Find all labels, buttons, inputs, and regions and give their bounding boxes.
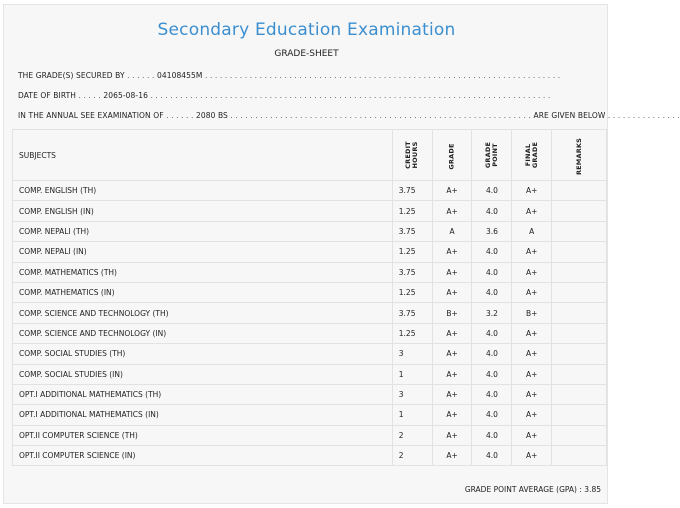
exam-suffix: ARE GIVEN BELOW xyxy=(533,111,606,120)
gpa-label: GRADE POINT AVERAGE (GPA) : xyxy=(464,485,582,494)
table-row xyxy=(13,405,607,425)
credit-hours-cell: 1.25 xyxy=(392,323,432,343)
subject-cell: COMP. ENGLISH (IN) xyxy=(13,201,393,221)
remarks-cell xyxy=(552,425,607,445)
grade-cell: A+ xyxy=(432,282,472,302)
info-secured-by: THE GRADE(S) SECURED BY . . . . . . 04108455M . . . . . . . . . . . . . . . . . . . . . . . . . . . . . . . . . . . . . . . . . . . . . . . . . . . . . . . . . . . . . . . . . . . . . . . . xyxy=(18,71,561,80)
col-grade xyxy=(432,130,472,181)
grade-point-cell: 3.6 xyxy=(472,221,512,241)
grade-label: GRADE xyxy=(447,142,456,170)
table-row xyxy=(13,262,607,282)
final-grade-cell: A+ xyxy=(512,242,552,262)
grade-cell: A+ xyxy=(432,344,472,364)
table-row xyxy=(13,242,607,262)
subject-cell: OPT.I ADDITIONAL MATHEMATICS (TH) xyxy=(13,384,393,404)
dob-label: DATE OF BIRTH xyxy=(18,91,77,100)
grade-point-cell: 3.2 xyxy=(472,303,512,323)
subject-cell: COMP. NEPALI (TH) xyxy=(13,221,393,241)
final-grade-cell: A+ xyxy=(512,446,552,466)
grade-point-cell: 4.0 xyxy=(472,344,512,364)
table-header-row xyxy=(13,130,607,181)
final-grade-cell: A+ xyxy=(512,405,552,425)
subject-cell: COMP. SOCIAL STUDIES (TH) xyxy=(13,344,393,364)
credit-hours-cell: 1.25 xyxy=(392,242,432,262)
credit-hours-cell: 1.25 xyxy=(392,201,432,221)
credit-hours-cell: 1 xyxy=(392,364,432,384)
subject-cell: COMP. SCIENCE AND TECHNOLOGY (IN) xyxy=(13,323,393,343)
exam-label: IN THE ANNUAL SEE EXAMINATION OF xyxy=(18,111,164,120)
final-grade-cell: A+ xyxy=(512,282,552,302)
credit-hours-cell: 1.25 xyxy=(392,282,432,302)
remarks-cell xyxy=(552,282,607,302)
grade-cell: A+ xyxy=(432,242,472,262)
grades-table xyxy=(12,129,607,466)
grade-point-cell: 4.0 xyxy=(472,201,512,221)
grade-cell: A+ xyxy=(432,262,472,282)
remarks-cell xyxy=(552,446,607,466)
final-grade-cell: A+ xyxy=(512,384,552,404)
grade-cell: A+ xyxy=(432,384,472,404)
final-grade-cell: A xyxy=(512,221,552,241)
grade-cell: B+ xyxy=(432,303,472,323)
secured-by-label: THE GRADE(S) SECURED BY xyxy=(18,71,125,80)
credit-hours-cell: 3.75 xyxy=(392,262,432,282)
grade-point-cell: 4.0 xyxy=(472,181,512,201)
subject-cell: OPT.II COMPUTER SCIENCE (IN) xyxy=(13,446,393,466)
grade-cell: A+ xyxy=(432,446,472,466)
remarks-cell xyxy=(552,303,607,323)
grade-cell: A+ xyxy=(432,201,472,221)
table-row xyxy=(13,201,607,221)
remarks-cell xyxy=(552,221,607,241)
table-row xyxy=(13,303,607,323)
subject-cell: COMP. MATHEMATICS (TH) xyxy=(13,262,393,282)
remarks-cell xyxy=(552,242,607,262)
grade-cell: A+ xyxy=(432,364,472,384)
credit-hours-cell: 1 xyxy=(392,405,432,425)
subject-cell: COMP. SCIENCE AND TECHNOLOGY (TH) xyxy=(13,303,393,323)
credit-hours-cell: 3.75 xyxy=(392,221,432,241)
grade-sheet xyxy=(3,4,680,504)
final-grade-cell: A+ xyxy=(512,262,552,282)
credit-hours-cell: 3 xyxy=(392,384,432,404)
table-row xyxy=(13,344,607,364)
final-grade-cell: B+ xyxy=(512,303,552,323)
grade-point-cell: 4.0 xyxy=(472,282,512,302)
grade-point-cell: 4.0 xyxy=(472,323,512,343)
table-row xyxy=(13,425,607,445)
credit-hours-cell: 3.75 xyxy=(392,181,432,201)
remarks-cell xyxy=(552,344,607,364)
final-grade-cell: A+ xyxy=(512,344,552,364)
grade-point-cell: 4.0 xyxy=(472,262,512,282)
final-grade-cell: A+ xyxy=(512,323,552,343)
final-grade-cell: A+ xyxy=(512,425,552,445)
table-row xyxy=(13,364,607,384)
col-grade-point xyxy=(472,130,512,181)
final-grade-cell: A+ xyxy=(512,201,552,221)
credit-hours-cell: 3 xyxy=(392,344,432,364)
table-row xyxy=(13,384,607,404)
grade-point-cell: 4.0 xyxy=(472,446,512,466)
col-final-grade xyxy=(512,130,552,181)
subject-cell: COMP. NEPALI (IN) xyxy=(13,242,393,262)
grade-sheet-heading: GRADE-SHEET xyxy=(274,49,339,59)
grade-cell: A+ xyxy=(432,181,472,201)
table-row xyxy=(13,446,607,466)
exam-year: 2080 BS xyxy=(195,111,228,120)
final-grade-label: FINAL GRADE xyxy=(523,141,539,169)
credit-hours-cell: 2 xyxy=(392,425,432,445)
grade-cell: A+ xyxy=(432,425,472,445)
page-title: Secondary Education Examination xyxy=(157,20,456,40)
info-examination: IN THE ANNUAL SEE EXAMINATION OF . . . . . . 2080 BS . . . . . . . . . . . . . . . . . . . . . . . . . . . . . . . . . . . . . . . . . . . . . . . . . . . . . . . . . . . . . ARE GIVEN BELOW . . . . . . . . . . . . . . . xyxy=(18,111,680,120)
remarks-cell xyxy=(552,262,607,282)
grade-cell: A+ xyxy=(432,323,472,343)
credit-hours-cell: 3.75 xyxy=(392,303,432,323)
subject-cell: OPT.I ADDITIONAL MATHEMATICS (IN) xyxy=(13,405,393,425)
grade-point-cell: 4.0 xyxy=(472,384,512,404)
grade-point-cell: 4.0 xyxy=(472,405,512,425)
remarks-label: REMARKS xyxy=(574,137,583,175)
table-row xyxy=(13,282,607,302)
grade-point-cell: 4.0 xyxy=(472,364,512,384)
grade-point-cell: 4.0 xyxy=(472,242,512,262)
remarks-cell xyxy=(552,323,607,343)
final-grade-cell: A+ xyxy=(512,364,552,384)
symbol-number: 04108455M xyxy=(156,71,203,80)
final-grade-cell: A+ xyxy=(512,181,552,201)
credit-hours-cell: 2 xyxy=(392,446,432,466)
subject-cell: COMP. ENGLISH (TH) xyxy=(13,181,393,201)
col-subjects: SUBJECTS xyxy=(13,130,393,181)
subject-cell: OPT.II COMPUTER SCIENCE (TH) xyxy=(13,425,393,445)
table-row xyxy=(13,221,607,241)
remarks-cell xyxy=(552,405,607,425)
col-remarks xyxy=(552,130,607,181)
grade-point-label: GRADE POINT xyxy=(483,141,499,169)
grade-cell: A xyxy=(432,221,472,241)
gpa-summary xyxy=(465,485,601,494)
remarks-cell xyxy=(552,384,607,404)
subject-cell: COMP. MATHEMATICS (IN) xyxy=(13,282,393,302)
table-row xyxy=(13,323,607,343)
remarks-cell xyxy=(552,201,607,221)
remarks-cell xyxy=(552,364,607,384)
remarks-cell xyxy=(552,181,607,201)
grade-cell: A+ xyxy=(432,405,472,425)
subject-cell: COMP. SOCIAL STUDIES (IN) xyxy=(13,364,393,384)
info-date-of-birth: DATE OF BIRTH . . . . . 2065-08-16 . . . . . . . . . . . . . . . . . . . . . . . . . . . . . . . . . . . . . . . . . . . . . . . . . . . . . . . . . . . . . . . . . . . . . . . . . . . . . . . . . xyxy=(18,91,551,100)
gpa-value: 3.85 xyxy=(584,485,601,494)
dob-value: 2065-08-16 xyxy=(103,91,148,100)
grade-point-cell: 4.0 xyxy=(472,425,512,445)
table-row xyxy=(13,181,607,201)
credit-hours-label: CREDIT HOURS xyxy=(404,141,420,169)
col-credit-hours xyxy=(392,130,432,181)
